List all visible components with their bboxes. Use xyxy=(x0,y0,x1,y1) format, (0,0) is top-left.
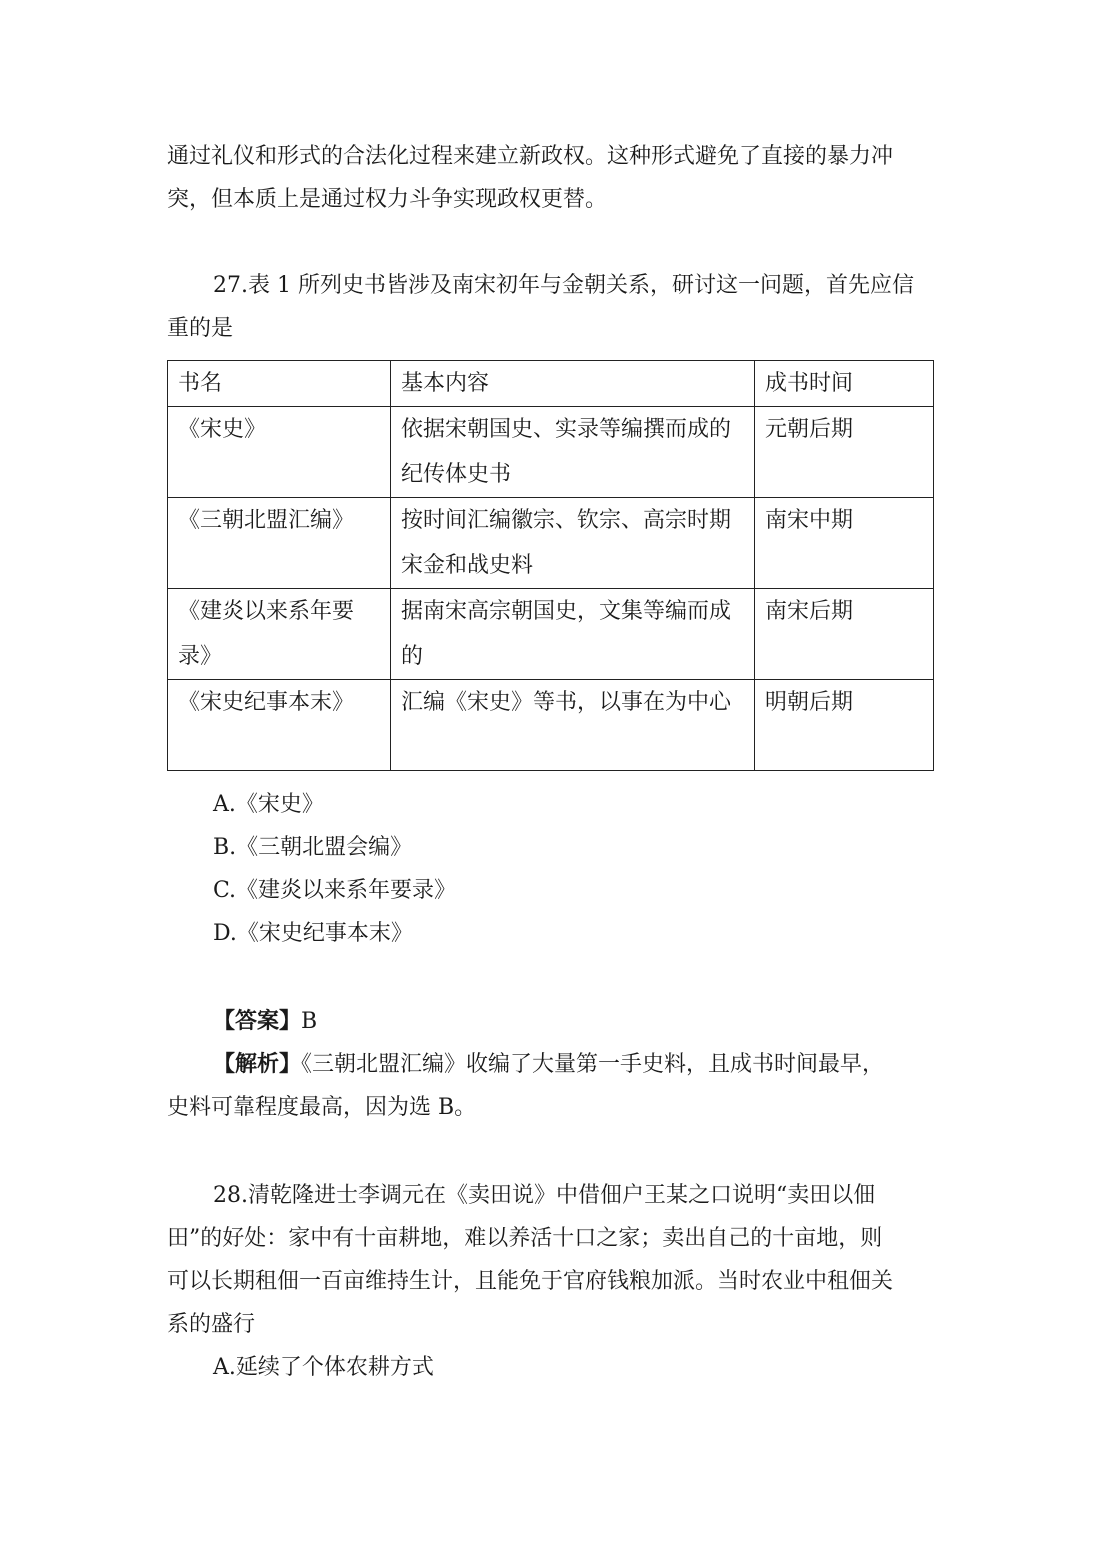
analysis-label: 【解析】 xyxy=(213,1051,302,1077)
question-28-stem xyxy=(167,1174,933,1389)
book-time-cell: 南宋后期 xyxy=(755,589,934,680)
q27-stem-line-2: 重的是 xyxy=(167,316,234,341)
table-row xyxy=(168,680,934,771)
q28-option-a: A.延续了个体农耕方式 xyxy=(213,1355,434,1380)
source-books-table xyxy=(167,360,934,771)
book-time-cell: 南宋中期 xyxy=(755,498,934,589)
book-content-cell: 依据宋朝国史、实录等编撰而成的纪传体史书 xyxy=(391,407,755,498)
analysis-text-1: 《三朝北盟汇编》收编了大量第一手史料，且成书时间最早， xyxy=(301,1052,885,1077)
option-b: B.《三朝北盟会编》 xyxy=(213,835,413,860)
q27-answer-block xyxy=(167,1000,933,1129)
book-content-cell: 汇编《宋史》等书，以事在为中心 xyxy=(391,680,755,771)
answer-value: B xyxy=(301,1009,318,1034)
intro-line-2: 突，但本质上是通过权力斗争实现政权更替。 xyxy=(167,187,608,212)
table-header-cell: 成书时间 xyxy=(755,361,934,407)
q28-stem-line-4: 系的盛行 xyxy=(167,1312,256,1337)
q27-stem-line-1: 27.表 1 所列史书皆涉及南宋初年与金朝关系，研讨这一问题，首先应信 xyxy=(213,273,914,298)
book-content-cell: 据南宋高宗朝国史，文集等编而成的 xyxy=(391,589,755,680)
option-d: D.《宋史纪事本末》 xyxy=(213,921,413,946)
option-a: A.《宋史》 xyxy=(213,792,324,817)
analysis-line-2: 史料可靠程度最高，因为选 B。 xyxy=(167,1095,477,1120)
book-content-cell: 按时间汇编徽宗、钦宗、高宗时期宋金和战史料 xyxy=(391,498,755,589)
table-row xyxy=(168,498,934,589)
book-name-cell: 《建炎以来系年要录》 xyxy=(168,589,391,680)
table-header-cell: 基本内容 xyxy=(391,361,755,407)
question-27-stem xyxy=(167,264,933,350)
answer-label: 【答案】 xyxy=(213,1008,302,1034)
book-time-cell: 明朝后期 xyxy=(755,680,934,771)
q27-options xyxy=(167,783,933,955)
q28-stem-line-2: 田”的好处：家中有十亩耕地，难以养活十口之家；卖出自己的十亩地，则 xyxy=(167,1226,883,1251)
table-row xyxy=(168,589,934,680)
option-c: C.《建炎以来系年要录》 xyxy=(213,878,457,903)
book-name-cell: 《三朝北盟汇编》 xyxy=(168,498,391,589)
answer-line xyxy=(167,1000,933,1043)
table-header-row xyxy=(168,361,934,407)
book-time-cell: 元朝后期 xyxy=(755,407,934,498)
q28-stem-line-3: 可以长期租佃一百亩维持生计，且能免于官府钱粮加派。当时农业中租佃关 xyxy=(167,1269,894,1294)
book-name-cell: 《宋史纪事本末》 xyxy=(168,680,391,771)
intro-paragraph xyxy=(167,135,933,221)
intro-line-1: 通过礼仪和形式的合法化过程来建立新政权。这种形式避免了直接的暴力冲 xyxy=(167,144,894,169)
book-name-cell: 《宋史》 xyxy=(168,407,391,498)
analysis-line-1 xyxy=(167,1043,933,1086)
table-header-cell: 书名 xyxy=(168,361,391,407)
table-row xyxy=(168,407,934,498)
q28-stem-line-1: 28.清乾隆进士李调元在《卖田说》中借佃户王某之口说明“卖田以佃 xyxy=(213,1183,876,1208)
